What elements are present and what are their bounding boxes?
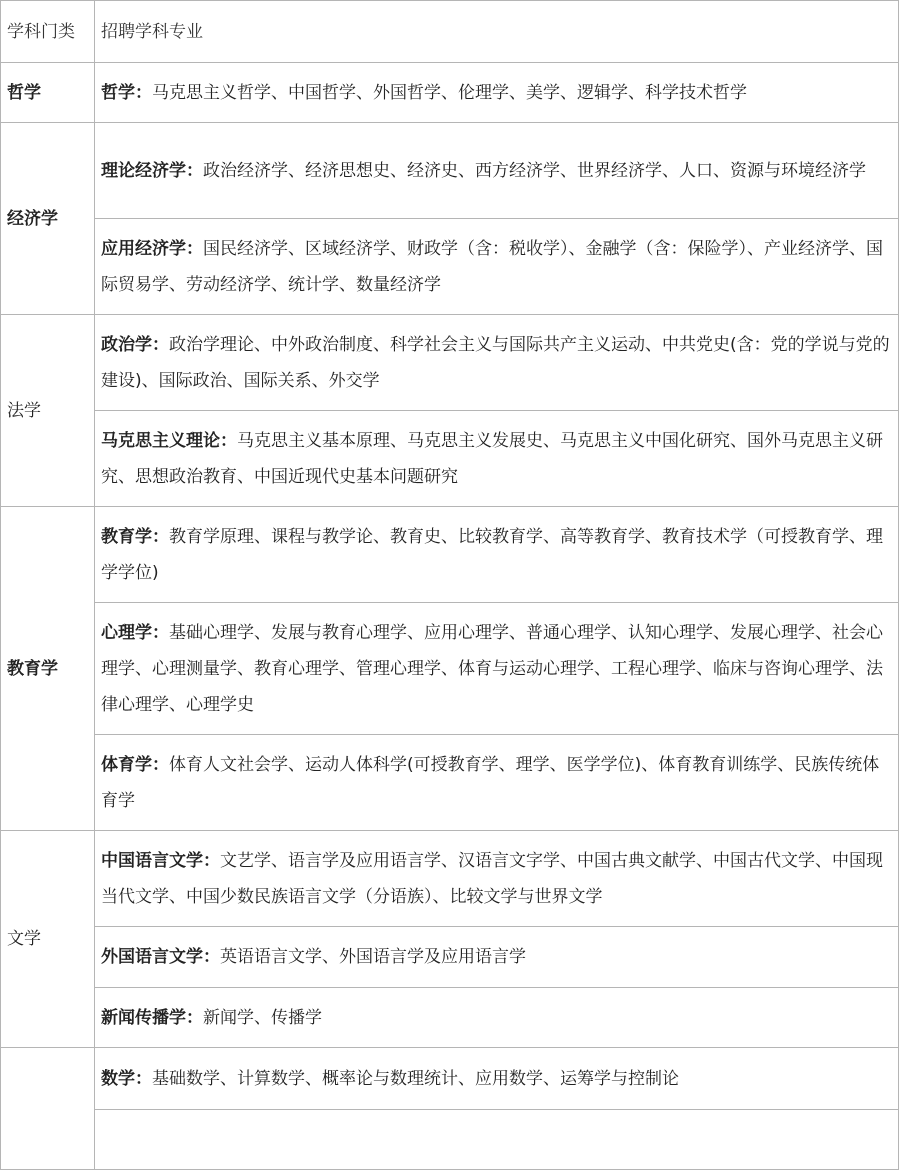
table-row [1, 1110, 899, 1170]
header-category: 学科门类 [1, 1, 95, 63]
table-row [1, 63, 899, 123]
subject-name: 中国语言文学： [101, 850, 220, 871]
subject-majors: 政治经济学、经济思想史、经济史、西方经济学、世界经济学、人口、资源与环境经济学 [203, 160, 866, 181]
table-row [1, 411, 899, 507]
subject-name: 政治学： [101, 334, 169, 355]
majors-cell [95, 315, 899, 411]
category-cell: 文学 [1, 831, 95, 1048]
header-majors: 招聘学科专业 [95, 1, 899, 63]
subject-majors: 国民经济学、区域经济学、财政学（含：税收学）、金融学（含：保险学）、产业经济学、国际贸易学、劳动经济学、统计学、数量经济学 [101, 238, 883, 295]
table-row [1, 123, 899, 219]
majors-cell [95, 63, 899, 123]
subject-majors: 体育人文社会学、运动人体科学(可授教育学、理学、医学学位)、体育教育训练学、民族传统体育学 [101, 754, 880, 811]
subject-name: 新闻传播学： [101, 1007, 203, 1028]
majors-cell [95, 603, 899, 735]
majors-cell [95, 831, 899, 927]
subject-majors: 基础心理学、发展与教育心理学、应用心理学、普通心理学、认知心理学、发展心理学、社会心理学、心理测量学、教育心理学、管理心理学、体育与运动心理学、工程心理学、临床与咨询心理学、法律心理学、心理学史 [101, 622, 883, 715]
subject-majors: 英语语言文学、外国语言学及应用语言学 [220, 947, 526, 967]
table-header-row [1, 1, 899, 63]
table-row [1, 927, 899, 988]
subject-name: 外国语言文学： [101, 947, 220, 967]
majors-cell [95, 735, 899, 831]
table-row [1, 603, 899, 735]
table-row [1, 315, 899, 411]
subject-name: 心理学： [101, 622, 169, 643]
majors-cell [95, 219, 899, 315]
majors-cell [95, 927, 899, 988]
category-cell [1, 1048, 95, 1170]
category-cell: 教育学 [1, 507, 95, 831]
category-cell: 哲学 [1, 63, 95, 123]
subject-majors: 政治学理论、中外政治制度、科学社会主义与国际共产主义运动、中共党史(含：党的学说与党的建设)、国际政治、国际关系、外交学 [101, 334, 890, 391]
subject-majors: 教育学原理、课程与教学论、教育史、比较教育学、高等教育学、教育技术学（可授教育学、理学学位) [101, 526, 883, 583]
subject-name: 理论经济学： [101, 160, 203, 181]
majors-cell [95, 1110, 899, 1170]
subject-majors: 基础数学、计算数学、概率论与数理统计、应用数学、运筹学与控制论 [152, 1068, 679, 1089]
table-row [1, 507, 899, 603]
subject-majors: 马克思主义哲学、中国哲学、外国哲学、伦理学、美学、逻辑学、科学技术哲学 [152, 82, 747, 103]
majors-cell [95, 507, 899, 603]
table-row [1, 831, 899, 927]
subject-name: 数学： [101, 1068, 152, 1089]
majors-cell [95, 411, 899, 507]
subject-majors: 新闻学、传播学 [203, 1007, 322, 1028]
subject-name: 哲学： [101, 82, 152, 103]
majors-cell [95, 988, 899, 1048]
table-row [1, 988, 899, 1048]
category-cell: 经济学 [1, 123, 95, 315]
table-row [1, 735, 899, 831]
table-row [1, 219, 899, 315]
subject-majors: 马克思主义基本原理、马克思主义发展史、马克思主义中国化研究、国外马克思主义研究、思想政治教育、中国近现代史基本问题研究 [101, 430, 883, 487]
subject-name: 马克思主义理论： [101, 430, 237, 451]
subject-name: 教育学： [101, 526, 169, 547]
table-row [1, 1048, 899, 1110]
category-cell: 法学 [1, 315, 95, 507]
majors-cell [95, 1048, 899, 1110]
subject-name: 应用经济学： [101, 238, 203, 259]
subject-name: 体育学： [101, 754, 169, 775]
majors-cell [95, 123, 899, 219]
subject-majors: 文艺学、语言学及应用语言学、汉语言文字学、中国古典文献学、中国古代文学、中国现当代文学、中国少数民族语言文学（分语族）、比较文学与世界文学 [101, 850, 883, 907]
